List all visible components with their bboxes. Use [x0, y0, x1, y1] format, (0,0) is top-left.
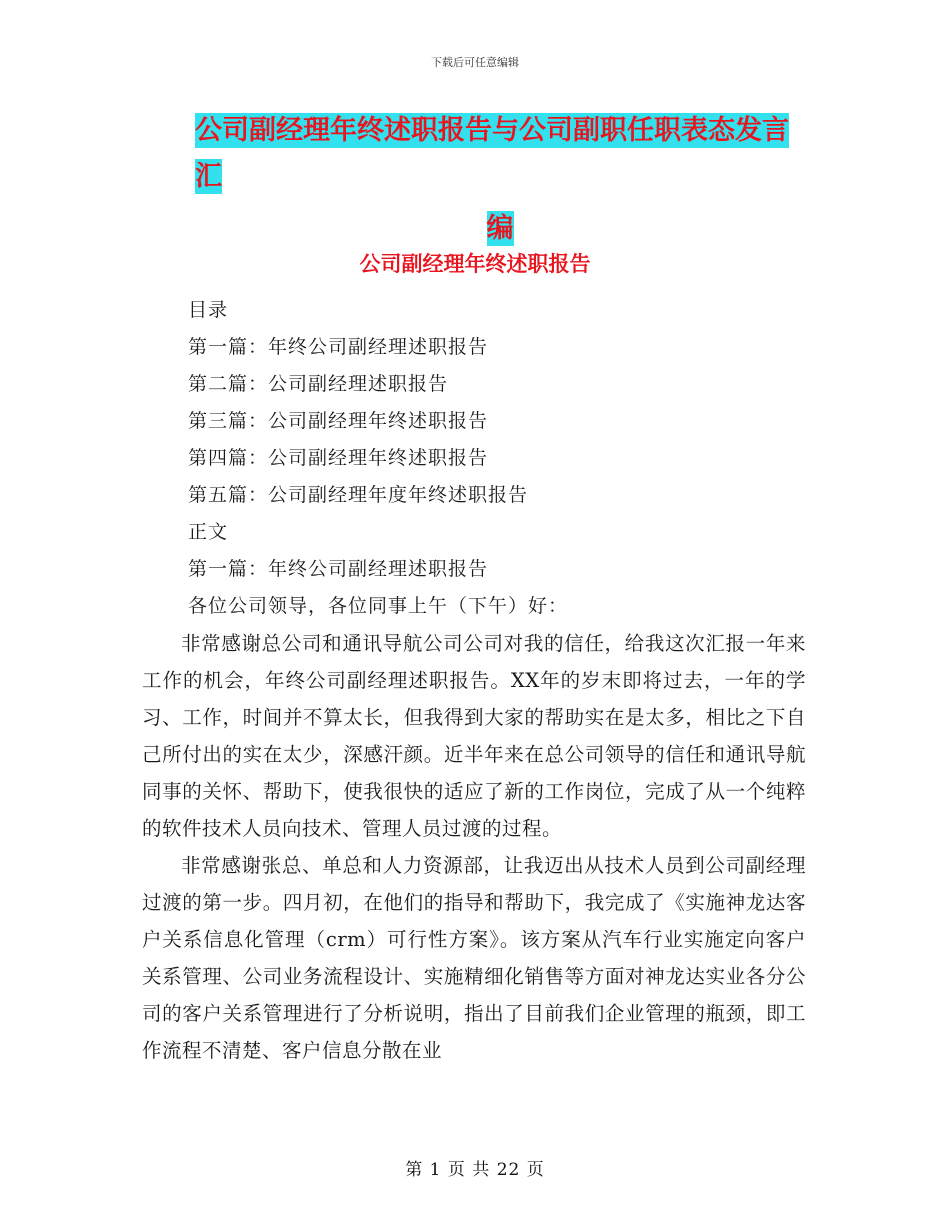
toc-item: 第二篇：公司副经理述职报告	[188, 373, 449, 395]
document-title-line2: 编	[486, 213, 514, 244]
paragraph: 非常感谢总公司和通讯导航公司公司对我的信任，给我这次汇报一年来工作的机会，年终公司副经理述职报告。XX年的岁末即将过去，一年的学习、工作，时间并不算太长，但我得到大家的帮助实在是太多，相比之下自己所付出的实在太少，深感汗颜。近半年来在总公司领导的信任和通讯导航同事的关怀、帮助下，使我很快的适应了新的工作岗位，完成了从一个纯粹的软件技术人员向技术、管理人员过渡的过程。	[142, 632, 806, 840]
header-note: 下载后可任意编辑	[431, 56, 519, 69]
body-heading: 正文	[188, 521, 229, 543]
toc-item: 第一篇：年终公司副经理述职报告	[188, 336, 489, 358]
chapter-title: 第一篇：年终公司副经理述职报告	[188, 558, 489, 580]
toc-item: 第四篇：公司副经理年终述职报告	[188, 447, 489, 469]
document-title	[195, 108, 805, 252]
document-title-line1: 公司副经理年终述职报告与公司副职任职表态发言汇	[195, 115, 789, 192]
paragraph: 非常感谢张总、单总和人力资源部，让我迈出从技术人员到公司副经理过渡的第一步。四月初，在他们的指导和帮助下，我完成了《实施神龙达客户关系信息化管理（crm）可行性方案》。该方案从汽车行业实施定向客户关系管理、公司业务流程设计、实施精细化销售等方面对神龙达实业各分公司的客户关系管理进行了分析说明，指出了目前我们企业管理的瓶颈，即工作流程不清楚、客户信息分散在业	[142, 854, 806, 1062]
salutation: 各位公司领导，各位同事上午（下午）好：	[188, 595, 569, 617]
toc-item: 第五篇：公司副经理年度年终述职报告	[188, 484, 529, 506]
toc-item: 第三篇：公司副经理年终述职报告	[188, 410, 489, 432]
body-text	[142, 625, 806, 1069]
toc-heading: 目录	[188, 299, 229, 321]
page-number: 第 1 页 共 22 页	[405, 1160, 545, 1180]
table-of-contents	[188, 292, 828, 625]
section-title: 公司副经理年终述职报告	[359, 252, 591, 276]
